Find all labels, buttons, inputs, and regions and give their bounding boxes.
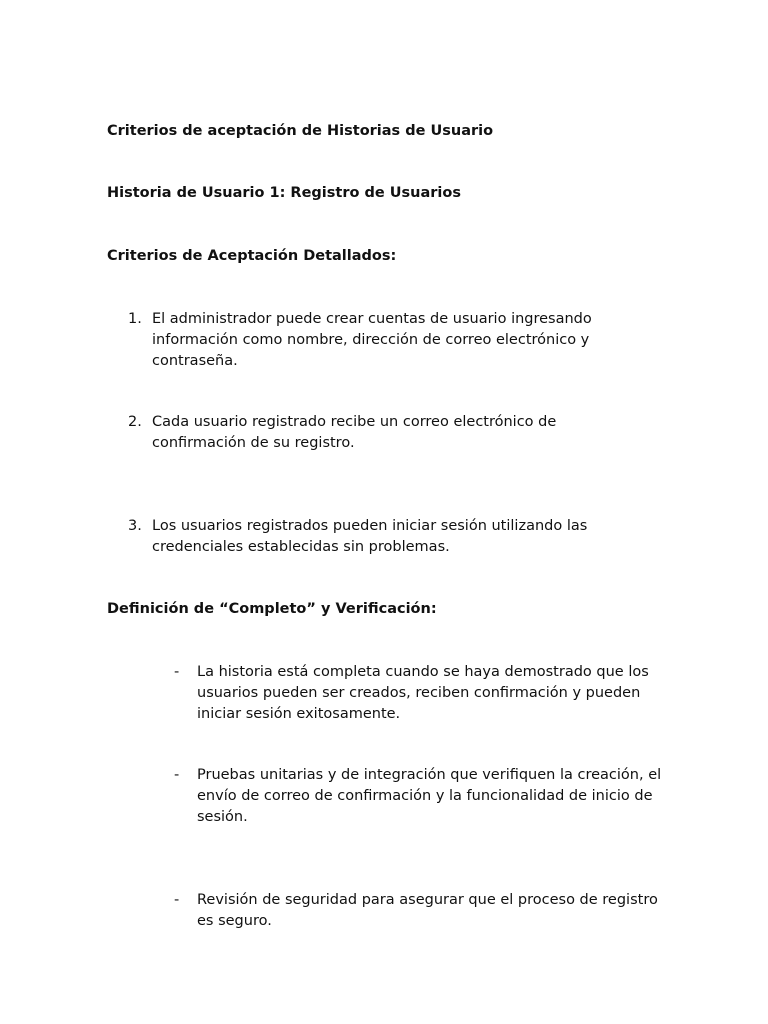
criteria-list-item: [128, 412, 622, 454]
list-number: 3.: [128, 518, 142, 534]
list-number: 1.: [128, 311, 142, 327]
story-heading: Historia de Usuario 1: Registro de Usuarios: [107, 185, 461, 201]
criteria-list-item: [128, 309, 622, 372]
criteria-text: Los usuarios registrados pueden iniciar sesión utilizando las credenciales establecidas sin problemas.: [152, 518, 588, 555]
definition-text: La historia está completa cuando se haya demostrado que los usuarios pueden ser creados, reciben confirmación y pueden iniciar sesión exitosamente.: [197, 664, 649, 722]
criteria-list-item: [128, 516, 622, 558]
list-bullet: -: [174, 892, 180, 908]
definition-text: Revisión de seguridad para asegurar que el proceso de registro es seguro.: [197, 892, 658, 929]
list-bullet: -: [174, 767, 180, 783]
definition-list-item: [174, 765, 672, 828]
document-title: Criterios de aceptación de Historias de Usuario: [107, 123, 494, 139]
list-number: 2.: [128, 414, 142, 430]
definition-list-item: [174, 890, 672, 932]
definition-heading: Definición de “Completo” y Verificación:: [107, 601, 437, 617]
criteria-text: Cada usuario registrado recibe un correo electrónico de confirmación de su registro.: [152, 414, 557, 451]
definition-text: Pruebas unitarias y de integración que verifiquen la creación, el envío de correo de confirmación y la funcionalidad de inicio de sesión.: [197, 767, 662, 825]
criteria-heading: Criterios de Aceptación Detallados:: [107, 248, 397, 264]
list-bullet: -: [174, 664, 180, 680]
definition-list-item: [174, 662, 672, 725]
criteria-text: El administrador puede crear cuentas de usuario ingresando información como nombre, dirección de correo electrónico y contraseña.: [152, 311, 592, 369]
